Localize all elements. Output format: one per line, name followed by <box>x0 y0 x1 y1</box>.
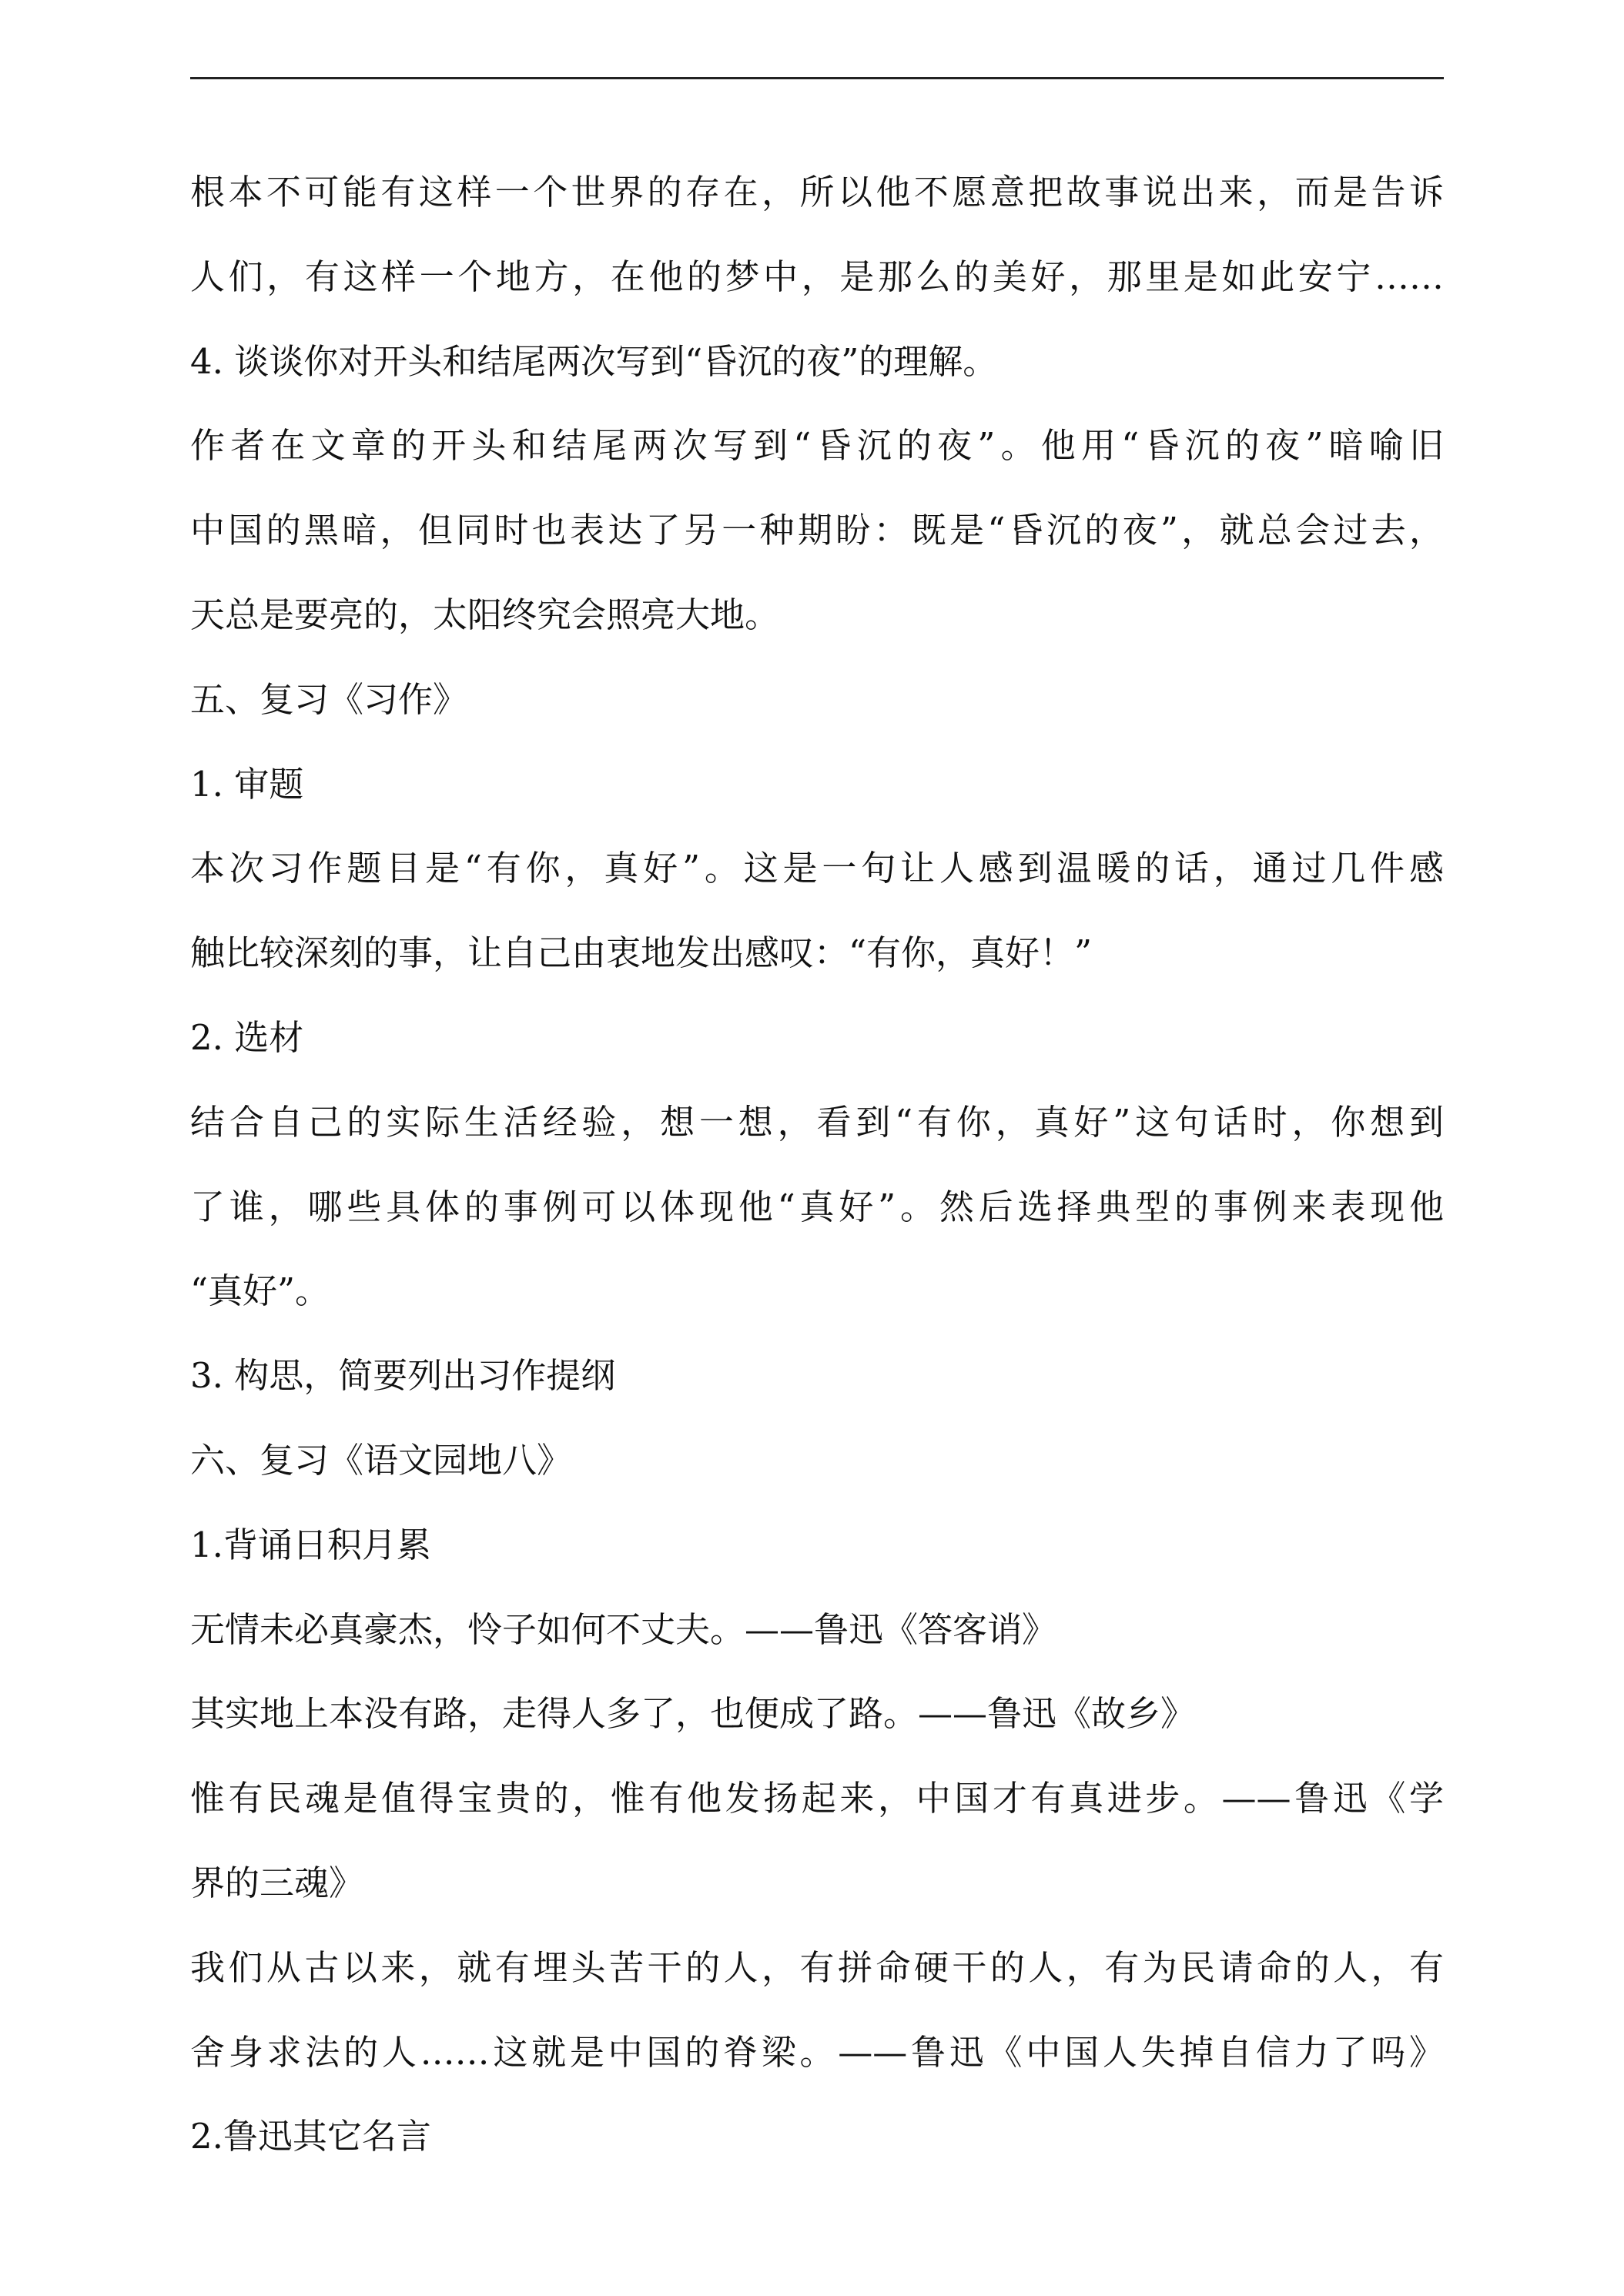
quote-line-3-continued: 界的三魂》 <box>190 1862 364 1903</box>
text-line-14: “真好”。 <box>190 1270 330 1312</box>
quote-line-4-continued: 舍身求法的人……这就是中国的脊梁。——鲁迅《中国人失掉自信力了吗》 <box>190 2031 1444 2073</box>
text-line-12: 结合自己的实际生活经验，想一想，看到“有你，真好”这句话时，你想到 <box>190 1101 1444 1143</box>
quote-line-1: 无情未必真豪杰，怜子如何不丈夫。——鲁迅《答客诮》 <box>190 1608 1057 1650</box>
quote-line-3: 惟有民魂是值得宝贵的，惟有他发扬起来，中国才有真进步。——鲁迅《学 <box>190 1778 1444 1819</box>
section-five-heading: 五、复习《习作》 <box>190 678 468 720</box>
text-line-2: 人们，有这样一个地方，在他的梦中，是那么的美好，那里是如此安宁…… <box>190 256 1444 297</box>
subheading-mingyan: 2.鲁迅其它名言 <box>190 2116 431 2157</box>
subheading-gousi: 3. 构思，简要列出习作提纲 <box>190 1355 616 1397</box>
subheading-shenti: 1. 审题 <box>190 763 304 805</box>
text-line-5: 中国的黑暗，但同时也表达了另一种期盼：既是“昏沉的夜”，就总会过去， <box>190 510 1444 551</box>
text-line-1: 根本不可能有这样一个世界的存在，所以他不愿意把故事说出来，而是告诉 <box>190 172 1444 213</box>
subheading-beisong: 1.背诵日积月累 <box>190 1524 431 1565</box>
section-six-heading: 六、复习《语文园地八》 <box>190 1439 572 1481</box>
text-line-4: 作者在文章的开头和结尾两次写到“昏沉的夜”。他用“昏沉的夜”暗喻旧 <box>190 425 1444 467</box>
header-rule <box>190 77 1444 79</box>
text-line-9: 本次习作题目是“有你，真好”。这是一句让人感到温暖的话，通过几件感 <box>190 848 1444 889</box>
quote-line-4: 我们从古以来，就有埋头苦干的人，有拼命硬干的人，有为民请命的人，有 <box>190 1946 1444 1988</box>
document-body <box>190 171 1444 2200</box>
text-line-13: 了谁，哪些具体的事例可以体现他“真好”。然后选择典型的事例来表现他 <box>190 1186 1444 1227</box>
subheading-xuancai: 2. 选材 <box>190 1016 304 1058</box>
question-4-heading: 4. 谈谈你对开头和结尾两次写到“昏沉的夜”的理解。 <box>190 340 998 382</box>
text-line-10: 触比较深刻的事，让自己由衷地发出感叹：“有你，真好！” <box>190 932 1093 974</box>
text-line-6: 天总是要亮的，太阳终究会照亮大地。 <box>190 594 780 635</box>
quote-line-2: 其实地上本没有路，走得人多了，也便成了路。——鲁迅《故乡》 <box>190 1693 1196 1735</box>
